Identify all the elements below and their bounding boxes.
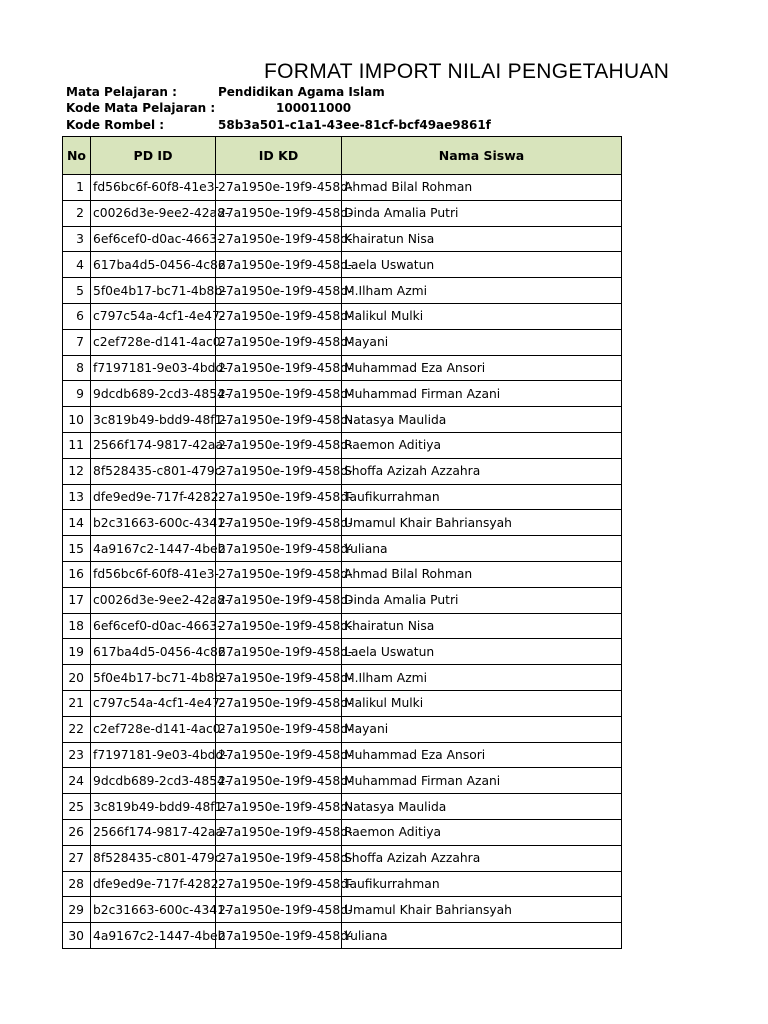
cell-pd-id[interactable]: 4a9167c2-1447-4beb xyxy=(91,536,216,562)
cell-id-kd[interactable]: 27a1950e-19f9-458d- xyxy=(216,819,342,845)
cell-no[interactable]: 8 xyxy=(63,355,91,381)
table-row xyxy=(63,794,622,820)
cell-pd-id[interactable]: 4a9167c2-1447-4beb xyxy=(91,923,216,949)
cell-nama-siswa[interactable]: Dinda Amalia Putri xyxy=(342,587,622,613)
cell-nama-siswa[interactable]: Muhammad Firman Azani xyxy=(342,381,622,407)
cell-id-kd[interactable]: 27a1950e-19f9-458d- xyxy=(216,278,342,304)
table-row xyxy=(63,303,622,329)
cell-pd-id[interactable]: 6ef6cef0-d0ac-4663- xyxy=(91,226,216,252)
cell-nama-siswa[interactable]: M.Ilham Azmi xyxy=(342,665,622,691)
header-nama-siswa: Nama Siswa xyxy=(342,137,622,175)
table-body xyxy=(63,175,622,949)
table-row xyxy=(63,329,622,355)
cell-no[interactable]: 6 xyxy=(63,303,91,329)
cell-id-kd[interactable]: 27a1950e-19f9-458d- xyxy=(216,690,342,716)
cell-pd-id[interactable]: 8f528435-c801-479c- xyxy=(91,845,216,871)
cell-nama-siswa[interactable]: Mayani xyxy=(342,716,622,742)
cell-nama-siswa[interactable]: Muhammad Firman Azani xyxy=(342,768,622,794)
table-row xyxy=(63,175,622,201)
cell-no[interactable]: 30 xyxy=(63,923,91,949)
cell-nama-siswa[interactable]: Khairatun Nisa xyxy=(342,613,622,639)
cell-no[interactable]: 5 xyxy=(63,278,91,304)
kode-rombel-value: 58b3a501-c1a1-43ee-81cf-bcf49ae9861f xyxy=(218,118,491,132)
cell-nama-siswa[interactable]: Taufikurrahman xyxy=(342,484,622,510)
cell-id-kd[interactable]: 27a1950e-19f9-458d- xyxy=(216,716,342,742)
table-row xyxy=(63,226,622,252)
cell-id-kd[interactable]: 27a1950e-19f9-458d- xyxy=(216,484,342,510)
table-row xyxy=(63,639,622,665)
cell-no[interactable]: 1 xyxy=(63,175,91,201)
cell-nama-siswa[interactable]: Mayani xyxy=(342,329,622,355)
cell-id-kd[interactable]: 27a1950e-19f9-458d- xyxy=(216,252,342,278)
cell-no[interactable]: 11 xyxy=(63,432,91,458)
table-row xyxy=(63,819,622,845)
cell-no[interactable]: 26 xyxy=(63,819,91,845)
cell-nama-siswa[interactable]: Ahmad Bilal Rohman xyxy=(342,561,622,587)
cell-nama-siswa[interactable]: Umamul Khair Bahriansyah xyxy=(342,510,622,536)
cell-id-kd[interactable]: 27a1950e-19f9-458d- xyxy=(216,561,342,587)
cell-nama-siswa[interactable]: Yuliana xyxy=(342,536,622,562)
cell-nama-siswa[interactable]: Natasya Maulida xyxy=(342,407,622,433)
table-row xyxy=(63,278,622,304)
cell-pd-id[interactable]: 617ba4d5-0456-4c86 xyxy=(91,639,216,665)
cell-id-kd[interactable]: 27a1950e-19f9-458d- xyxy=(216,355,342,381)
table-row xyxy=(63,845,622,871)
header-row xyxy=(63,137,622,175)
cell-pd-id[interactable]: b2c31663-600c-4341- xyxy=(91,510,216,536)
cell-nama-siswa[interactable]: Shoffa Azizah Azzahra xyxy=(342,845,622,871)
cell-id-kd[interactable]: 27a1950e-19f9-458d- xyxy=(216,923,342,949)
table-row xyxy=(63,897,622,923)
cell-id-kd[interactable]: 27a1950e-19f9-458d- xyxy=(216,175,342,201)
cell-pd-id[interactable]: c0026d3e-9ee2-42a8- xyxy=(91,587,216,613)
cell-pd-id[interactable]: 3c819b49-bdd9-48f1- xyxy=(91,794,216,820)
cell-no[interactable]: 3 xyxy=(63,226,91,252)
cell-id-kd[interactable]: 27a1950e-19f9-458d- xyxy=(216,458,342,484)
table-row xyxy=(63,381,622,407)
cell-no[interactable]: 22 xyxy=(63,716,91,742)
table-header xyxy=(63,137,622,175)
header-pd-id: PD ID xyxy=(91,137,216,175)
kode-mapel-label: Kode Mata Pelajaran : xyxy=(66,101,216,115)
cell-pd-id[interactable]: 5f0e4b17-bc71-4b8b- xyxy=(91,665,216,691)
cell-nama-siswa[interactable]: Natasya Maulida xyxy=(342,794,622,820)
cell-pd-id[interactable]: 5f0e4b17-bc71-4b8b- xyxy=(91,278,216,304)
cell-nama-siswa[interactable]: Dinda Amalia Putri xyxy=(342,200,622,226)
cell-no[interactable]: 23 xyxy=(63,742,91,768)
cell-id-kd[interactable]: 27a1950e-19f9-458d- xyxy=(216,432,342,458)
cell-id-kd[interactable]: 27a1950e-19f9-458d- xyxy=(216,587,342,613)
cell-no[interactable]: 20 xyxy=(63,665,91,691)
table-row xyxy=(63,768,622,794)
cell-id-kd[interactable]: 27a1950e-19f9-458d- xyxy=(216,200,342,226)
cell-pd-id[interactable]: 3c819b49-bdd9-48f1- xyxy=(91,407,216,433)
cell-nama-siswa[interactable]: Ahmad Bilal Rohman xyxy=(342,175,622,201)
header-no: No xyxy=(63,137,91,175)
cell-no[interactable]: 9 xyxy=(63,381,91,407)
cell-id-kd[interactable]: 27a1950e-19f9-458d- xyxy=(216,407,342,433)
table-row xyxy=(63,355,622,381)
cell-nama-siswa[interactable]: Raemon Aditiya xyxy=(342,432,622,458)
cell-pd-id[interactable]: fd56bc6f-60f8-41e3- xyxy=(91,561,216,587)
cell-pd-id[interactable]: dfe9ed9e-717f-4282- xyxy=(91,484,216,510)
table-row xyxy=(63,252,622,278)
cell-nama-siswa[interactable]: Raemon Aditiya xyxy=(342,819,622,845)
mata-pelajaran-value: Pendidikan Agama Islam xyxy=(218,85,385,99)
cell-nama-siswa[interactable]: Malikul Mulki xyxy=(342,690,622,716)
cell-pd-id[interactable]: 6ef6cef0-d0ac-4663- xyxy=(91,613,216,639)
cell-nama-siswa[interactable]: Umamul Khair Bahriansyah xyxy=(342,897,622,923)
header-id-kd: ID KD xyxy=(216,137,342,175)
cell-no[interactable]: 19 xyxy=(63,639,91,665)
cell-no[interactable]: 14 xyxy=(63,510,91,536)
cell-id-kd[interactable]: 27a1950e-19f9-458d- xyxy=(216,742,342,768)
cell-no[interactable]: 2 xyxy=(63,200,91,226)
cell-nama-siswa[interactable]: Laela Uswatun xyxy=(342,252,622,278)
table-row xyxy=(63,871,622,897)
cell-nama-siswa[interactable]: Muhammad Eza Ansori xyxy=(342,742,622,768)
cell-id-kd[interactable]: 27a1950e-19f9-458d- xyxy=(216,845,342,871)
table-row xyxy=(63,587,622,613)
cell-pd-id[interactable]: 9dcdb689-2cd3-4854- xyxy=(91,381,216,407)
cell-id-kd[interactable]: 27a1950e-19f9-458d- xyxy=(216,536,342,562)
cell-no[interactable]: 13 xyxy=(63,484,91,510)
cell-pd-id[interactable]: 9dcdb689-2cd3-4854- xyxy=(91,768,216,794)
cell-pd-id[interactable]: c0026d3e-9ee2-42a8- xyxy=(91,200,216,226)
cell-pd-id[interactable]: 8f528435-c801-479c- xyxy=(91,458,216,484)
cell-id-kd[interactable]: 27a1950e-19f9-458d- xyxy=(216,613,342,639)
kode-rombel-label: Kode Rombel : xyxy=(66,118,165,132)
cell-nama-siswa[interactable]: Yuliana xyxy=(342,923,622,949)
cell-id-kd[interactable]: 27a1950e-19f9-458d- xyxy=(216,897,342,923)
cell-no[interactable]: 10 xyxy=(63,407,91,433)
table-row xyxy=(63,742,622,768)
cell-no[interactable]: 4 xyxy=(63,252,91,278)
cell-no[interactable]: 17 xyxy=(63,587,91,613)
cell-no[interactable]: 18 xyxy=(63,613,91,639)
cell-nama-siswa[interactable]: Shoffa Azizah Azzahra xyxy=(342,458,622,484)
cell-no[interactable]: 24 xyxy=(63,768,91,794)
cell-id-kd[interactable]: 27a1950e-19f9-458d- xyxy=(216,794,342,820)
cell-id-kd[interactable]: 27a1950e-19f9-458d- xyxy=(216,381,342,407)
page-title-text: FORMAT IMPORT NILAI PENGETAHUAN xyxy=(264,60,670,83)
cell-nama-siswa[interactable]: Malikul Mulki xyxy=(342,303,622,329)
table-row xyxy=(63,613,622,639)
cell-no[interactable]: 27 xyxy=(63,845,91,871)
cell-no[interactable]: 29 xyxy=(63,897,91,923)
kode-mapel-value: 100011000 xyxy=(276,101,352,115)
cell-pd-id[interactable]: b2c31663-600c-4341- xyxy=(91,897,216,923)
table-row xyxy=(63,407,622,433)
cell-id-kd[interactable]: 27a1950e-19f9-458d- xyxy=(216,768,342,794)
table-row xyxy=(63,561,622,587)
cell-no[interactable]: 7 xyxy=(63,329,91,355)
table-row xyxy=(63,665,622,691)
cell-pd-id[interactable]: 617ba4d5-0456-4c86 xyxy=(91,252,216,278)
cell-pd-id[interactable]: f7197181-9e03-4bdd- xyxy=(91,742,216,768)
cell-pd-id[interactable]: f7197181-9e03-4bdd- xyxy=(91,355,216,381)
cell-pd-id[interactable]: 2566f174-9817-42aa- xyxy=(91,432,216,458)
cell-id-kd[interactable]: 27a1950e-19f9-458d- xyxy=(216,639,342,665)
table-row xyxy=(63,458,622,484)
cell-nama-siswa[interactable]: Khairatun Nisa xyxy=(342,226,622,252)
cell-id-kd[interactable]: 27a1950e-19f9-458d- xyxy=(216,510,342,536)
table-row xyxy=(63,690,622,716)
cell-no[interactable]: 16 xyxy=(63,561,91,587)
cell-id-kd[interactable]: 27a1950e-19f9-458d- xyxy=(216,665,342,691)
cell-pd-id[interactable]: fd56bc6f-60f8-41e3- xyxy=(91,175,216,201)
table-row xyxy=(63,716,622,742)
cell-pd-id[interactable]: 2566f174-9817-42aa- xyxy=(91,819,216,845)
cell-no[interactable]: 15 xyxy=(63,536,91,562)
cell-id-kd[interactable]: 27a1950e-19f9-458d- xyxy=(216,303,342,329)
table-row xyxy=(63,510,622,536)
table-row xyxy=(63,536,622,562)
cell-pd-id[interactable]: c797c54a-4cf1-4e47- xyxy=(91,303,216,329)
cell-id-kd[interactable]: 27a1950e-19f9-458d- xyxy=(216,871,342,897)
cell-nama-siswa[interactable]: Muhammad Eza Ansori xyxy=(342,355,622,381)
cell-pd-id[interactable]: dfe9ed9e-717f-4282- xyxy=(91,871,216,897)
cell-pd-id[interactable]: c2ef728e-d141-4ac0- xyxy=(91,716,216,742)
page-title xyxy=(264,58,670,83)
cell-pd-id[interactable]: c797c54a-4cf1-4e47- xyxy=(91,690,216,716)
table-row xyxy=(63,923,622,949)
cell-nama-siswa[interactable]: M.Ilham Azmi xyxy=(342,278,622,304)
table-row xyxy=(63,432,622,458)
cell-nama-siswa[interactable]: Laela Uswatun xyxy=(342,639,622,665)
student-table xyxy=(62,136,622,949)
cell-no[interactable]: 12 xyxy=(63,458,91,484)
cell-no[interactable]: 21 xyxy=(63,690,91,716)
cell-pd-id[interactable]: c2ef728e-d141-4ac0- xyxy=(91,329,216,355)
mata-pelajaran-label: Mata Pelajaran : xyxy=(66,85,177,99)
table-row xyxy=(63,484,622,510)
cell-id-kd[interactable]: 27a1950e-19f9-458d- xyxy=(216,329,342,355)
cell-id-kd[interactable]: 27a1950e-19f9-458d- xyxy=(216,226,342,252)
cell-no[interactable]: 28 xyxy=(63,871,91,897)
cell-no[interactable]: 25 xyxy=(63,794,91,820)
cell-nama-siswa[interactable]: Taufikurrahman xyxy=(342,871,622,897)
table-row xyxy=(63,200,622,226)
